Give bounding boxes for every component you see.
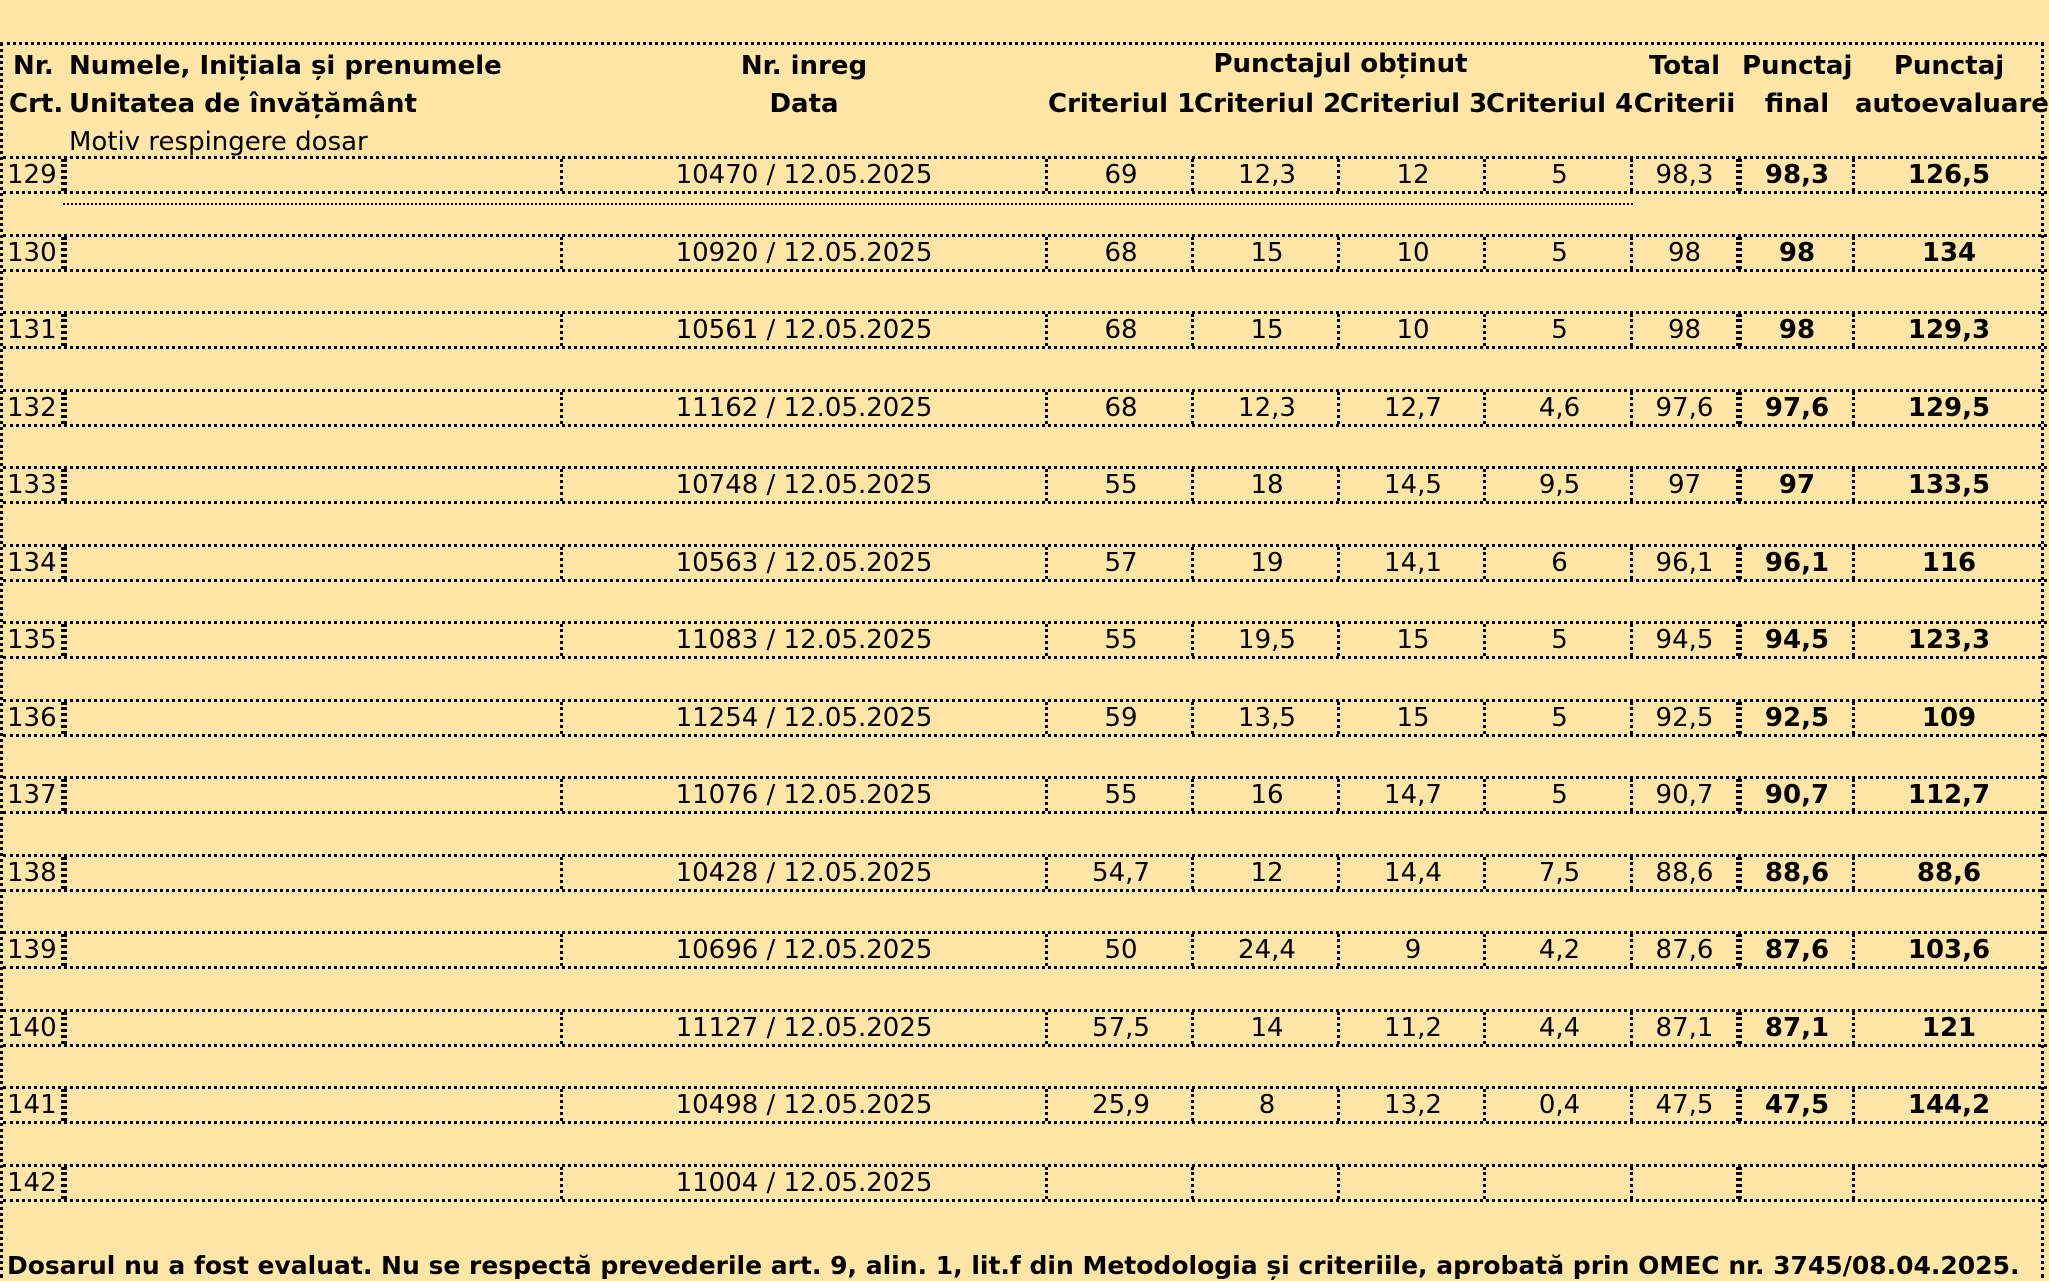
column-divider	[64, 469, 67, 501]
cell-final: 87,1	[1764, 1012, 1830, 1043]
cell-c1: 68	[1104, 237, 1138, 268]
cell-nr: 141	[7, 1090, 57, 1120]
cell-c2: 15	[1250, 237, 1284, 268]
cell-reg: 11004 / 12.05.2025	[675, 1167, 933, 1198]
cell-c4	[1486, 1167, 1633, 1199]
cell-c4: 5	[1551, 237, 1568, 268]
cell-c3: 12,7	[1384, 392, 1442, 423]
cell-c1: 57	[1104, 547, 1138, 578]
table-row	[3, 699, 2047, 737]
cell-c3: 15	[1396, 702, 1430, 733]
column-divider	[64, 314, 67, 346]
cell-c1: 50	[1104, 935, 1138, 965]
cell-final: 98	[1778, 237, 1816, 268]
cell-c3: 12	[1396, 160, 1430, 190]
cell-c4: 4,2	[1538, 935, 1581, 965]
cell-auto: 126,5	[1907, 160, 1991, 190]
cell-c1	[1048, 1167, 1194, 1199]
cell-final: 90,7	[1764, 780, 1830, 810]
cell-total: 88,6	[1655, 857, 1714, 888]
cell-nr: 133	[7, 470, 57, 500]
cell-c2: 14	[1250, 1012, 1284, 1043]
table-row	[3, 854, 2047, 892]
header-nr: Nr.	[13, 51, 54, 81]
cell-final: 98,3	[1764, 160, 1830, 190]
cell-c4: 5	[1551, 625, 1568, 655]
cell-c4: 6	[1551, 547, 1568, 578]
cell-reg: 11254 / 12.05.2025	[675, 702, 933, 733]
cell-c2: 8	[1258, 1090, 1276, 1120]
cell-reg: 10748 / 12.05.2025	[675, 470, 933, 500]
column-divider	[64, 857, 67, 889]
cell-auto: 144,2	[1907, 1090, 1991, 1120]
cell-reg: 11127 / 12.05.2025	[675, 1012, 933, 1043]
cell-auto: 123,3	[1907, 625, 1991, 655]
cell-auto: 88,6	[1916, 857, 1982, 888]
table-row	[3, 544, 2047, 582]
cell-reg: 11162 / 12.05.2025	[675, 392, 933, 423]
table-row	[3, 1009, 2047, 1047]
cell-c3: 9	[1404, 935, 1422, 965]
cell-final	[1742, 1167, 1852, 1199]
column-divider	[64, 237, 67, 269]
cell-c4: 5	[1551, 702, 1568, 733]
header-total: Total	[1648, 51, 1721, 81]
cell-auto: 129,5	[1907, 392, 1991, 423]
table-row	[3, 311, 2047, 349]
cell-c1: 55	[1104, 625, 1138, 655]
cell-nr: 140	[7, 1012, 57, 1043]
header-criteriul-3: Criteriul 3	[1340, 89, 1488, 119]
cell-nr: 135	[7, 625, 57, 655]
cell-nr: 129	[7, 160, 57, 190]
cell-final: 88,6	[1764, 857, 1830, 888]
column-divider	[64, 547, 67, 579]
cell-nr: 139	[7, 935, 57, 965]
cell-c3: 14,1	[1384, 547, 1442, 578]
cell-nr: 130	[7, 237, 57, 268]
cell-auto: 134	[1921, 237, 1977, 268]
table-row	[3, 389, 2047, 427]
cell-total: 92,5	[1655, 702, 1714, 733]
cell-c3: 14,4	[1384, 857, 1442, 888]
cell-c2: 19,5	[1238, 625, 1296, 655]
cell-nr: 138	[7, 857, 57, 888]
cell-reg: 10498 / 12.05.2025	[675, 1090, 933, 1120]
cell-c1: 55	[1104, 780, 1138, 810]
cell-c3: 14,7	[1384, 780, 1442, 810]
cell-total: 97	[1667, 470, 1702, 500]
table-row	[3, 1164, 2047, 1202]
column-divider	[64, 392, 67, 424]
cell-total: 98,3	[1655, 160, 1714, 190]
header-punctajul-obtinut: Punctajul obținut	[1213, 49, 1468, 79]
column-divider	[64, 1167, 67, 1199]
column-divider	[64, 1089, 67, 1121]
header-criterii: Criterii	[1633, 89, 1736, 119]
cell-reg: 10428 / 12.05.2025	[675, 857, 933, 888]
cell-c1: 25,9	[1092, 1090, 1150, 1120]
cell-nr: 137	[7, 780, 57, 810]
cell-c1: 55	[1104, 470, 1138, 500]
header-nr-inreg: Nr. inreg	[740, 51, 868, 81]
header-autoevaluare-1: Punctaj	[1893, 51, 2005, 81]
cell-total: 90,7	[1655, 780, 1714, 810]
header-unit: Unitatea de învățământ	[69, 89, 417, 119]
cell-c1: 57,5	[1092, 1012, 1150, 1043]
table-row	[3, 1086, 2047, 1124]
cell-auto: 129,3	[1907, 315, 1991, 345]
cell-final: 92,5	[1764, 702, 1830, 733]
header-underline	[63, 203, 1633, 205]
cell-c2: 18	[1250, 470, 1284, 500]
cell-reg: 10470 / 12.05.2025	[675, 160, 933, 190]
cell-c3: 14,5	[1384, 470, 1442, 500]
cell-c3: 11,2	[1384, 1012, 1442, 1043]
cell-c1: 68	[1104, 315, 1138, 345]
cell-c3	[1340, 1167, 1486, 1199]
column-divider	[64, 934, 67, 966]
cell-total	[1633, 1167, 1736, 1199]
header-criteriul-2: Criteriul 2	[1194, 89, 1342, 119]
cell-reg: 10696 / 12.05.2025	[675, 935, 933, 965]
cell-c4: 5	[1551, 160, 1568, 190]
cell-auto: 116	[1921, 547, 1977, 578]
cell-c4: 4,6	[1538, 392, 1581, 423]
cell-auto: 103,6	[1907, 935, 1991, 965]
results-table	[0, 42, 2049, 1280]
column-divider	[64, 624, 67, 656]
cell-auto: 109	[1921, 702, 1977, 733]
cell-nr: 134	[7, 547, 57, 578]
cell-c2: 12,3	[1238, 392, 1296, 423]
column-divider	[64, 159, 67, 191]
cell-auto	[1855, 1167, 2043, 1199]
cell-reg: 10920 / 12.05.2025	[675, 237, 933, 268]
cell-c1: 68	[1104, 392, 1138, 423]
header-crt: Crt.	[9, 89, 64, 119]
cell-final: 94,5	[1764, 625, 1830, 655]
cell-c1: 59	[1104, 702, 1138, 733]
header-motiv: Motiv respingere dosar	[69, 127, 368, 157]
table-row	[3, 156, 2047, 194]
table-row	[3, 234, 2047, 272]
cell-final: 97,6	[1764, 392, 1830, 423]
cell-nr: 132	[7, 392, 57, 423]
header-punctaj-final-1: Punctaj	[1742, 51, 1853, 81]
footer-note: Dosarul nu a fost evaluat. Nu se respectă prevederile art. 9, alin. 1, lit.f din Metodologia și criteriile, aprobată prin OMEC nr. 3745/08.04.2025.	[7, 1251, 2020, 1280]
header-data: Data	[769, 89, 839, 119]
cell-auto: 121	[1921, 1012, 1977, 1043]
cell-total: 87,1	[1655, 1012, 1714, 1043]
cell-total: 87,6	[1655, 935, 1714, 965]
cell-c4: 7,5	[1538, 857, 1581, 888]
cell-nr: 142	[7, 1167, 57, 1198]
table-row	[3, 931, 2047, 969]
cell-c2	[1194, 1167, 1340, 1199]
cell-c4: 5	[1551, 315, 1568, 345]
cell-final: 47,5	[1764, 1090, 1830, 1120]
cell-c3: 15	[1396, 625, 1430, 655]
cell-c2: 15	[1250, 315, 1284, 345]
table-row	[3, 621, 2047, 659]
cell-c3: 10	[1396, 237, 1430, 268]
cell-auto: 112,7	[1907, 780, 1991, 810]
cell-c2: 12	[1250, 857, 1284, 888]
cell-reg: 10563 / 12.05.2025	[675, 547, 933, 578]
cell-c4: 0,4	[1538, 1090, 1581, 1120]
cell-c4: 9,5	[1538, 470, 1581, 500]
table-row	[3, 466, 2047, 504]
cell-total: 98	[1667, 315, 1702, 345]
cell-total: 47,5	[1655, 1090, 1714, 1120]
header-name: Numele, Inițiala și prenumele	[69, 51, 502, 81]
cell-c2: 16	[1250, 780, 1284, 810]
cell-nr: 136	[7, 702, 57, 733]
cell-c3: 13,2	[1384, 1090, 1442, 1120]
cell-c1: 54,7	[1092, 857, 1150, 888]
header-criteriul-1: Criteriul 1	[1048, 89, 1196, 119]
column-divider	[64, 702, 67, 734]
cell-total: 96,1	[1655, 547, 1714, 578]
cell-total: 94,5	[1655, 625, 1714, 655]
cell-c4: 4,4	[1538, 1012, 1581, 1043]
cell-reg: 11076 / 12.05.2025	[675, 780, 933, 810]
cell-c2: 19	[1250, 547, 1284, 578]
cell-auto: 133,5	[1907, 470, 1991, 500]
cell-final: 97	[1778, 470, 1816, 500]
cell-c2: 12,3	[1238, 160, 1296, 190]
cell-c1: 69	[1104, 160, 1138, 190]
cell-c4: 5	[1551, 780, 1568, 810]
column-divider	[64, 1012, 67, 1044]
cell-c2: 24,4	[1238, 935, 1296, 965]
cell-final: 98	[1778, 315, 1816, 345]
cell-reg: 10561 / 12.05.2025	[675, 315, 933, 345]
table-row	[3, 776, 2047, 814]
header-criteriul-4: Criteriul 4	[1486, 89, 1634, 119]
cell-total: 97,6	[1655, 392, 1714, 423]
header-autoevaluare-2: autoevaluare	[1855, 89, 2049, 119]
cell-reg: 11083 / 12.05.2025	[675, 625, 933, 655]
cell-c2: 13,5	[1238, 702, 1296, 733]
cell-final: 96,1	[1764, 547, 1830, 578]
column-divider	[64, 779, 67, 811]
cell-c3: 10	[1396, 315, 1430, 345]
cell-total: 98	[1667, 237, 1702, 268]
cell-final: 87,6	[1764, 935, 1830, 965]
cell-nr: 131	[7, 315, 57, 345]
header-punctaj-final-2: final	[1764, 89, 1830, 119]
